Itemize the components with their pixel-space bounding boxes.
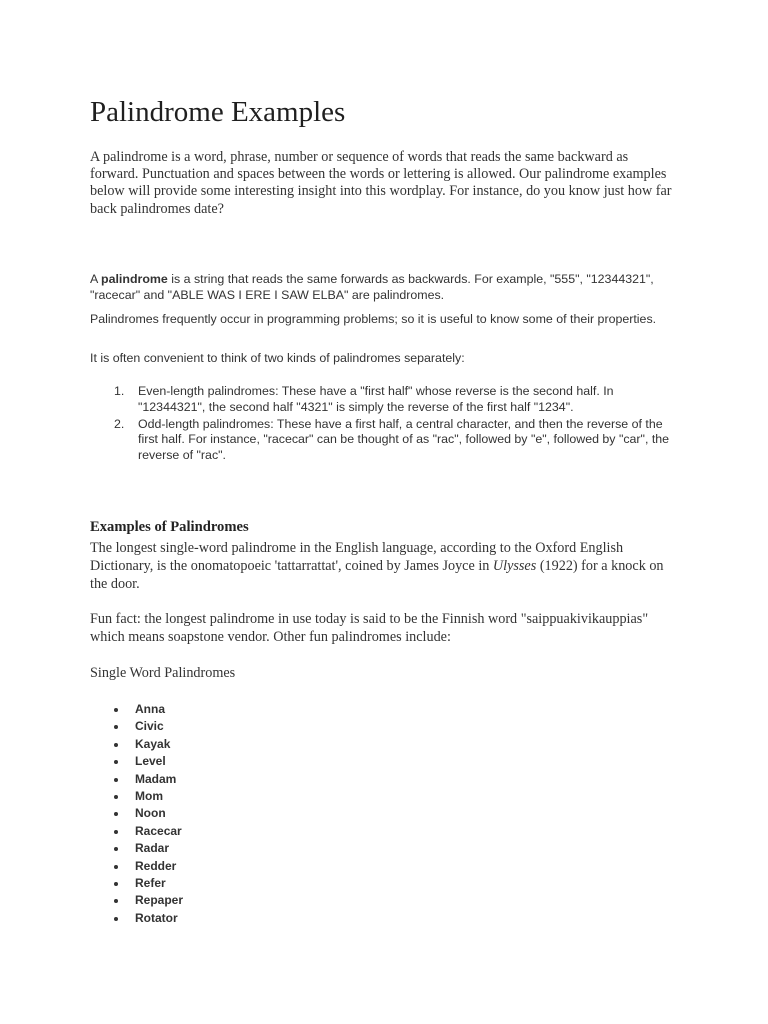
bullet-icon (114, 847, 118, 851)
list-item (90, 910, 183, 927)
bullet-icon (114, 917, 118, 921)
definition-term: palindrome (101, 272, 168, 286)
bullet-icon (114, 795, 118, 799)
bullet-icon (114, 899, 118, 903)
list-item (90, 823, 183, 840)
list-item (90, 753, 183, 770)
bullet-icon (114, 708, 118, 712)
palindrome-word: Rotator (135, 910, 178, 925)
kinds-item-text: Odd-length palindromes: These have a first half, a central character, and then the reverse of the first half. For instance, "racecar" can be thought of as "rac", followed by "e", followed by "car", the reverse of "rac". (138, 416, 670, 463)
list-item (90, 858, 183, 875)
palindrome-word: Redder (135, 858, 177, 873)
single-word-heading: Single Word Palindromes (90, 665, 236, 681)
palindrome-word: Radar (135, 841, 170, 856)
bullet-icon (114, 778, 118, 782)
longest-text-before: The longest single-word palindrome in the English language, according to the Oxford English Dictionary, is the onomatopoeic 'tattarrattat', coined by James Joyce in (90, 540, 624, 574)
palindrome-word: Madam (135, 771, 177, 786)
kinds-item-number: 2. (114, 416, 125, 431)
list-item (90, 771, 183, 788)
definition-text: is a string that reads the same forwards as backwards. For example, "555", "12344321", "racecar" and "ABLE WAS I ERE I SAW ELBA" are palindromes. (90, 272, 654, 302)
palindrome-word: Level (135, 754, 166, 769)
palindrome-word: Racecar (135, 823, 182, 838)
longest-text-after: (1922) for a knock on the door. (90, 557, 664, 592)
palindrome-word: Anna (135, 702, 165, 716)
palindrome-word: Refer (135, 875, 166, 890)
page-title: Palindrome Examples (90, 96, 346, 128)
list-item (90, 805, 183, 822)
programming-paragraph: Palindromes frequently occur in programming problems; so it is useful to know some of their properties. (90, 312, 657, 326)
definition-paragraph (90, 272, 680, 304)
palindrome-word: Noon (135, 806, 166, 821)
book-title: Ulysses (492, 557, 537, 574)
palindrome-word: Civic (135, 719, 164, 734)
convenient-paragraph: It is often convenient to think of two kinds of palindromes separately: (90, 351, 465, 365)
longest-word-paragraph (90, 540, 670, 593)
single-word-list (90, 701, 183, 927)
list-item (90, 788, 183, 805)
examples-heading: Examples of Palindromes (90, 519, 249, 535)
definition-prefix: A (90, 272, 102, 286)
list-item (90, 736, 183, 753)
bullet-icon (114, 882, 118, 886)
list-item (90, 875, 183, 892)
palindrome-word: Repaper (135, 893, 184, 908)
list-item (90, 701, 183, 718)
bullet-icon (114, 743, 118, 747)
bullet-icon (114, 725, 118, 729)
bullet-icon (114, 865, 118, 869)
palindrome-word: Kayak (135, 736, 171, 751)
list-item (90, 718, 183, 735)
list-item (90, 892, 183, 909)
bullet-icon (114, 830, 118, 834)
kinds-list-item (90, 384, 680, 416)
kinds-item-number: 1. (114, 384, 125, 398)
palindrome-kinds-list (90, 384, 680, 465)
fun-fact-paragraph: Fun fact: the longest palindrome in use today is said to be the Finnish word "saippuakivikauppias" which means soapstone vendor. Other fun palindromes include: (90, 611, 649, 645)
kinds-list-item (90, 417, 680, 464)
palindrome-word: Mom (135, 788, 163, 803)
kinds-item-text: Even-length palindromes: These have a "first half" whose reverse is the second half. In "12344321", the second half "4321" is simply the reverse of the first half "1234". (138, 384, 614, 414)
bullet-icon (114, 760, 118, 764)
list-item (90, 840, 183, 857)
bullet-icon (114, 812, 118, 816)
intro-paragraph: A palindrome is a word, phrase, number or sequence of words that reads the same backward as forward. Punctuation and spaces between the words or lettering is allowed. Our palindrome examples below will provide some interesting insight into this wordplay. For instance, do you know just how far back palindromes date? (90, 149, 672, 217)
